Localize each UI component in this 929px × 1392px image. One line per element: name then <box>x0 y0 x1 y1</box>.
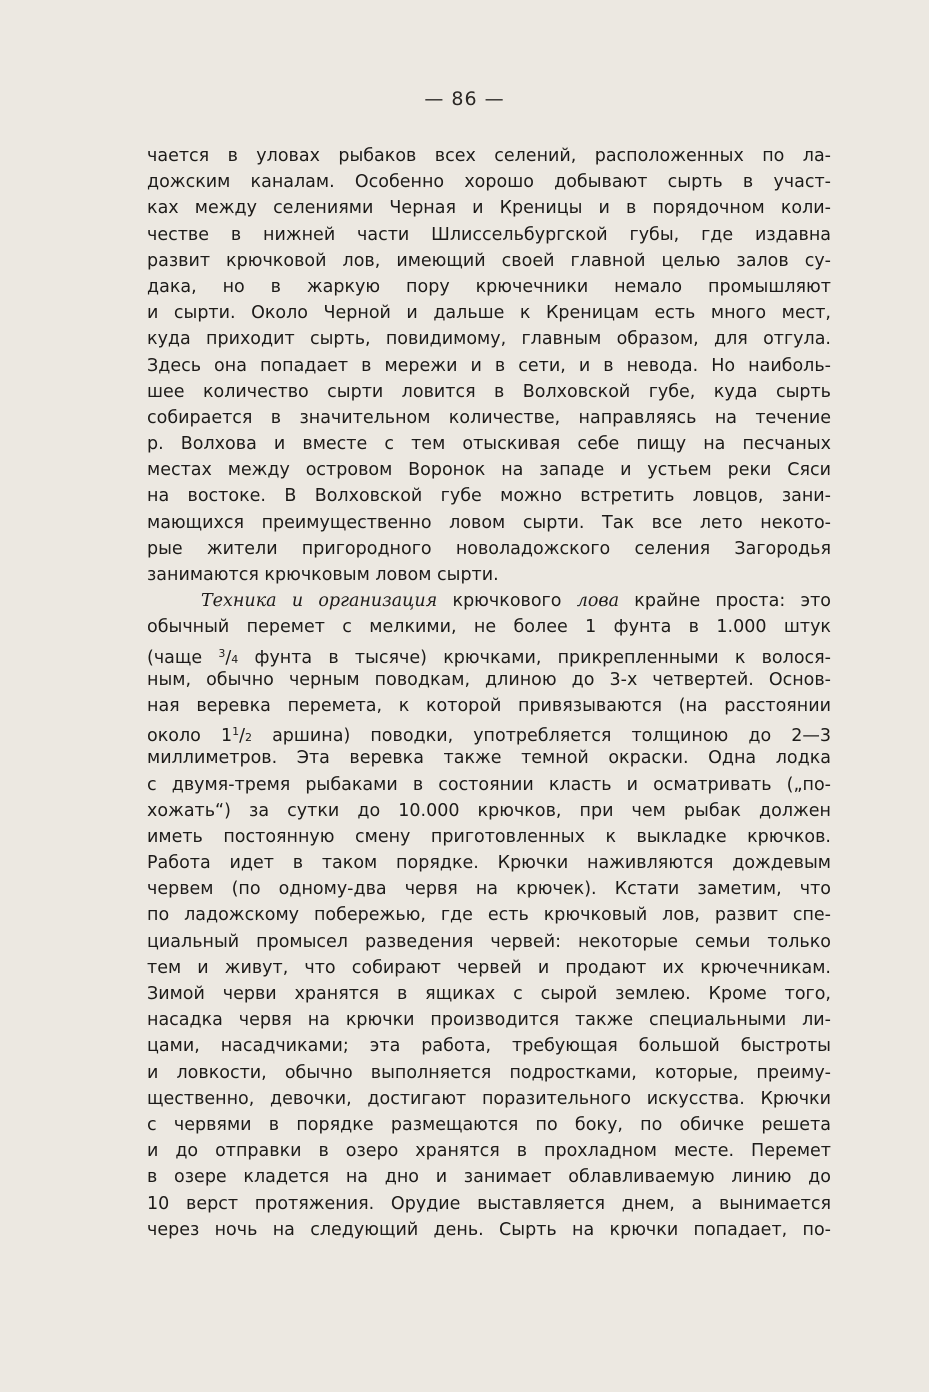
fraction-numerator: 3 <box>218 646 226 660</box>
text-run: аршина) поводки, употребляется толщиною до 2—3 <box>252 726 832 747</box>
text-line: р. Волхова и вместе с тем отыскивая себе пищу на песчаных <box>147 434 831 455</box>
text-line: с червями в порядке размещаются по боку, по обичке решета <box>147 1114 831 1135</box>
paragraph-1 <box>147 143 831 588</box>
body-text <box>147 143 831 1243</box>
text-line: на востоке. В Волховской губе можно встретить ловцов, зани- <box>147 486 831 507</box>
paragraph-2 <box>147 588 831 1243</box>
fraction-numerator: 1 <box>232 725 240 739</box>
italic-phrase: лова <box>576 591 620 612</box>
text-run: около 1 <box>147 726 233 747</box>
text-line: в озере кладется на дно и занимает облавливаемую линию до <box>147 1167 831 1188</box>
fraction-denominator: 4 <box>231 652 239 666</box>
text-run: крючкового <box>437 591 577 612</box>
text-line <box>147 641 831 667</box>
fraction-separator: / <box>239 726 245 747</box>
text-line: дожским каналам. Особенно хорошо добывают сырть в участ- <box>147 172 831 193</box>
text-line: и сырти. Около Черной и дальше к Креницам есть много мест, <box>147 303 831 324</box>
text-line: местах между островом Воронок на западе и устьем реки Сяси <box>147 460 831 481</box>
text-line: обычный перемет с мелкими, не более 1 фунта в 1.000 штук <box>147 617 831 638</box>
text-line <box>147 588 831 614</box>
text-line: цами, насадчиками; эта работа, требующая большой быстроты <box>147 1036 831 1057</box>
text-line: по ладожскому побережью, где есть крючковый лов, развит спе- <box>147 905 831 926</box>
fraction-separator: / <box>225 647 232 668</box>
text-run: фунта в тысяче) крючками, прикрепленными к волося- <box>238 647 831 668</box>
text-line: 10 верст протяжения. Орудие выставляется днем, а вынимается <box>147 1193 831 1214</box>
text-line: куда приходит сырть, повидимому, главным образом, для отгула. <box>147 329 831 350</box>
page-number: — 86 — <box>424 88 505 110</box>
text-line: и ловкости, обычно выполняется подростками, которые, преиму- <box>147 1062 831 1083</box>
text-line: собирается в значительном количестве, направляясь на течение <box>147 407 831 428</box>
text-run: крайне проста: это <box>619 591 831 612</box>
text-line: щественно, девочки, достигают поразительного искусства. Крючки <box>147 1088 831 1109</box>
text-line: хожать“) за сутки до 10.000 крючков, при чем рыбак должен <box>147 800 831 821</box>
text-line: иметь постоянную смену приготовленных к выкладке крючков. <box>147 826 831 847</box>
text-line: ках между селениями Черная и Креницы и в порядочном коли- <box>147 198 831 219</box>
text-line: тем и живут, что собирают червей и продают их крючечникам. <box>147 957 831 978</box>
text-line: Зимой черви хранятся в ящиках с сырой землею. Кроме того, <box>147 984 831 1004</box>
fraction-denominator: 2 <box>245 731 252 745</box>
text-line: через ночь на следующий день. Сырть на крючки попадает, по- <box>147 1219 831 1240</box>
text-line: миллиметров. Эта веревка также темной окраски. Одна лодка <box>147 748 831 769</box>
text-line: червем (по одному-два червя на крючек). Кстати заметим, что <box>147 879 831 900</box>
italic-phrase: Техника и организация <box>201 591 438 612</box>
text-line: насадка червя на крючки производится также специальными ли- <box>147 1010 831 1031</box>
text-line: циальный промысел разведения червей: некоторые семьи только <box>147 931 831 952</box>
text-line: дака, но в жаркую пору крючечники немало промышляют <box>147 276 831 297</box>
text-line: Работа идет в таком порядке. Крючки наживляются дождевым <box>147 853 831 874</box>
text-line <box>147 719 831 745</box>
text-line: рые жители пригородного новоладожского селения Загородья <box>147 538 831 559</box>
text-line: Здесь она попадает в мережи и в сети, и в невода. Но наиболь- <box>147 355 831 376</box>
text-line: развит крючковой лов, имеющий своей главной целью залов су- <box>147 250 831 271</box>
text-line: шее количество сырти ловится в Волховской губе, куда сырть <box>147 381 831 402</box>
text-line: и до отправки в озеро хранятся в прохладном месте. Перемет <box>147 1141 831 1162</box>
text-line: занимаются крючковым ловом сырти. <box>147 565 499 585</box>
text-line: с двумя-тремя рыбаками в состоянии класть и осматривать („по- <box>147 774 831 795</box>
text-line: ным, обычно черным поводкам, длиною до 3-х четвертей. Основ- <box>147 669 831 690</box>
text-line: чается в уловах рыбаков всех селений, расположенных по ла- <box>147 146 831 166</box>
text-line: ная веревка перемета, к которой привязываются (на расстоянии <box>147 695 831 716</box>
text-run: (чаще <box>147 647 219 668</box>
text-line: мающихся преимущественно ловом сырти. Так все лето некото- <box>147 512 831 533</box>
text-line: честве в нижней части Шлиссельбургской губы, где издавна <box>147 224 831 245</box>
